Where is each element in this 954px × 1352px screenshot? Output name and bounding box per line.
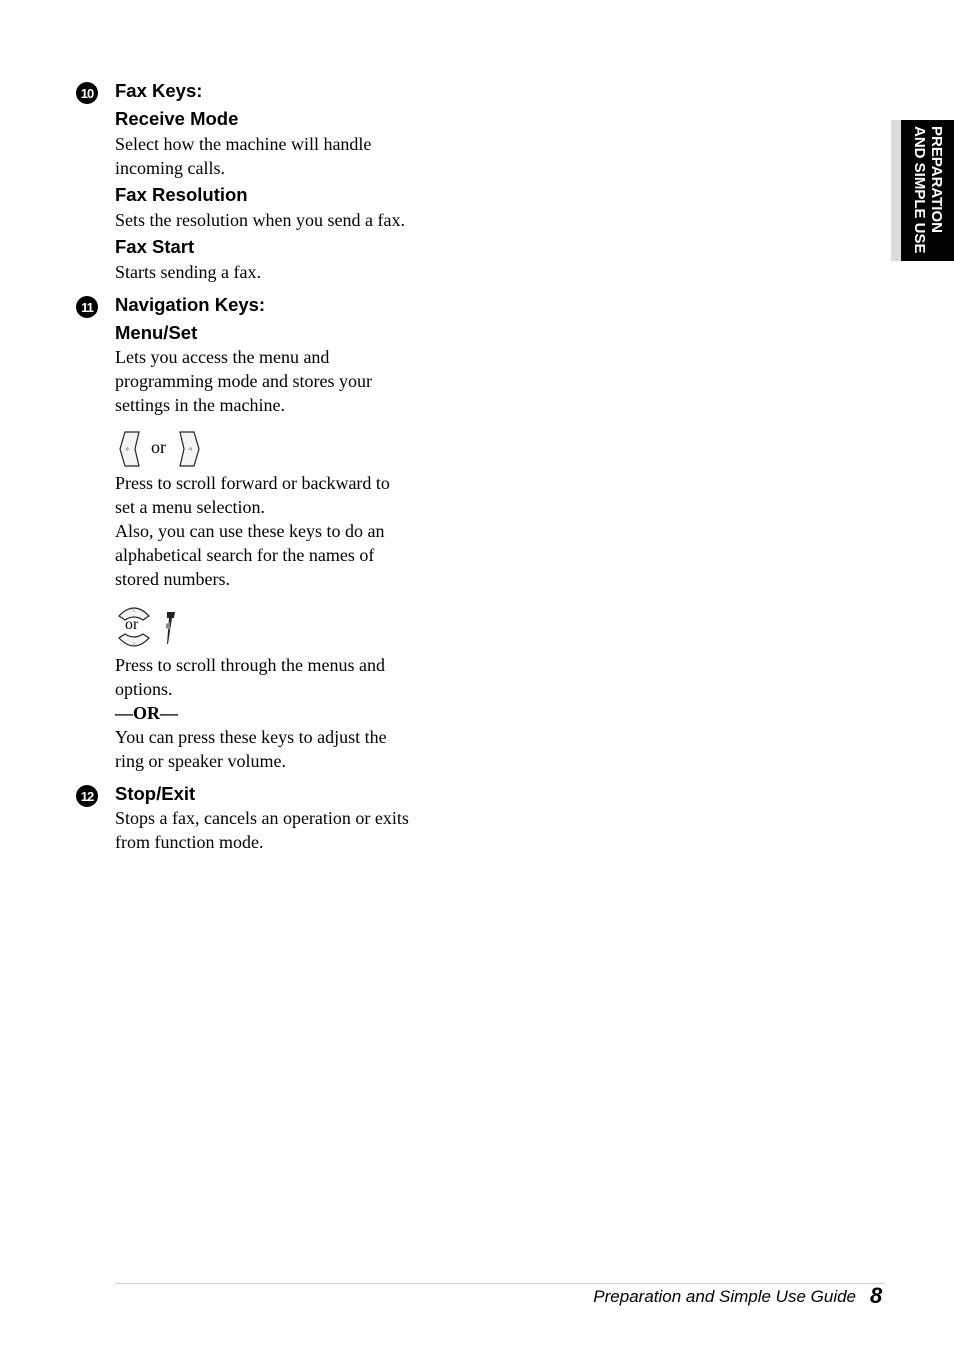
side-tab-line1: PREPARATION <box>927 126 945 233</box>
or-label: or <box>151 437 166 457</box>
text-line: settings in the machine. <box>115 395 285 415</box>
lr-keys-desc <box>115 471 435 591</box>
page-number: 8 <box>870 1283 883 1308</box>
section-heading-fax-keys: Fax Keys: <box>115 80 203 101</box>
side-tab <box>901 120 954 261</box>
text-line: Lets you access the menu and <box>115 347 330 367</box>
or-separator: —OR— <box>115 703 178 723</box>
fax-resolution-title: Fax Resolution <box>115 184 248 205</box>
section-number-11: 11 <box>76 296 98 318</box>
right-arrow-key-icon <box>176 430 202 468</box>
footer-rule <box>115 1283 885 1284</box>
side-tab-line2: AND SIMPLE USE <box>910 126 928 254</box>
fax-start-desc <box>115 260 435 284</box>
text-line: Press to scroll forward or backward to <box>115 473 390 493</box>
text-line: set a menu selection. <box>115 497 265 517</box>
text-line: Sets the resolution when you send a fax. <box>115 210 405 230</box>
text-line: alphabetical search for the names of <box>115 545 375 565</box>
fax-start-title: Fax Start <box>115 236 195 257</box>
section-number-12: 12 <box>76 785 98 807</box>
text-line: from function mode. <box>115 832 264 852</box>
text-line: options. <box>115 679 173 699</box>
text-line: Press to scroll through the menus and <box>115 655 385 675</box>
footer-title: Preparation and Simple Use Guide <box>593 1287 856 1306</box>
side-tab-label <box>911 126 945 254</box>
left-arrow-key-icon <box>117 430 143 468</box>
text-line: Also, you can use these keys to do an <box>115 521 385 541</box>
receive-mode-desc <box>115 132 435 180</box>
fax-resolution-desc <box>115 208 435 232</box>
ud-keys-desc <box>115 653 435 773</box>
or-label-2: or <box>125 616 139 633</box>
receive-mode-title: Receive Mode <box>115 108 239 129</box>
menu-set-desc <box>115 345 435 417</box>
text-line: programming mode and stores your <box>115 371 372 391</box>
stop-exit-title: Stop/Exit <box>115 783 196 804</box>
volume-key-icon <box>162 610 178 646</box>
text-line: incoming calls. <box>115 158 225 178</box>
text-line: Stops a fax, cancels an operation or exits <box>115 808 409 828</box>
menu-set-title: Menu/Set <box>115 322 198 343</box>
section-heading-navigation-keys: Navigation Keys: <box>115 294 266 315</box>
text-line: Select how the machine will handle <box>115 134 372 154</box>
text-line: You can press these keys to adjust the <box>115 727 387 747</box>
section-number-10: 10 <box>76 82 98 104</box>
text-line: stored numbers. <box>115 569 230 589</box>
text-line: Starts sending a fax. <box>115 262 261 282</box>
text-line: ring or speaker volume. <box>115 751 286 771</box>
stop-exit-desc <box>115 806 435 854</box>
